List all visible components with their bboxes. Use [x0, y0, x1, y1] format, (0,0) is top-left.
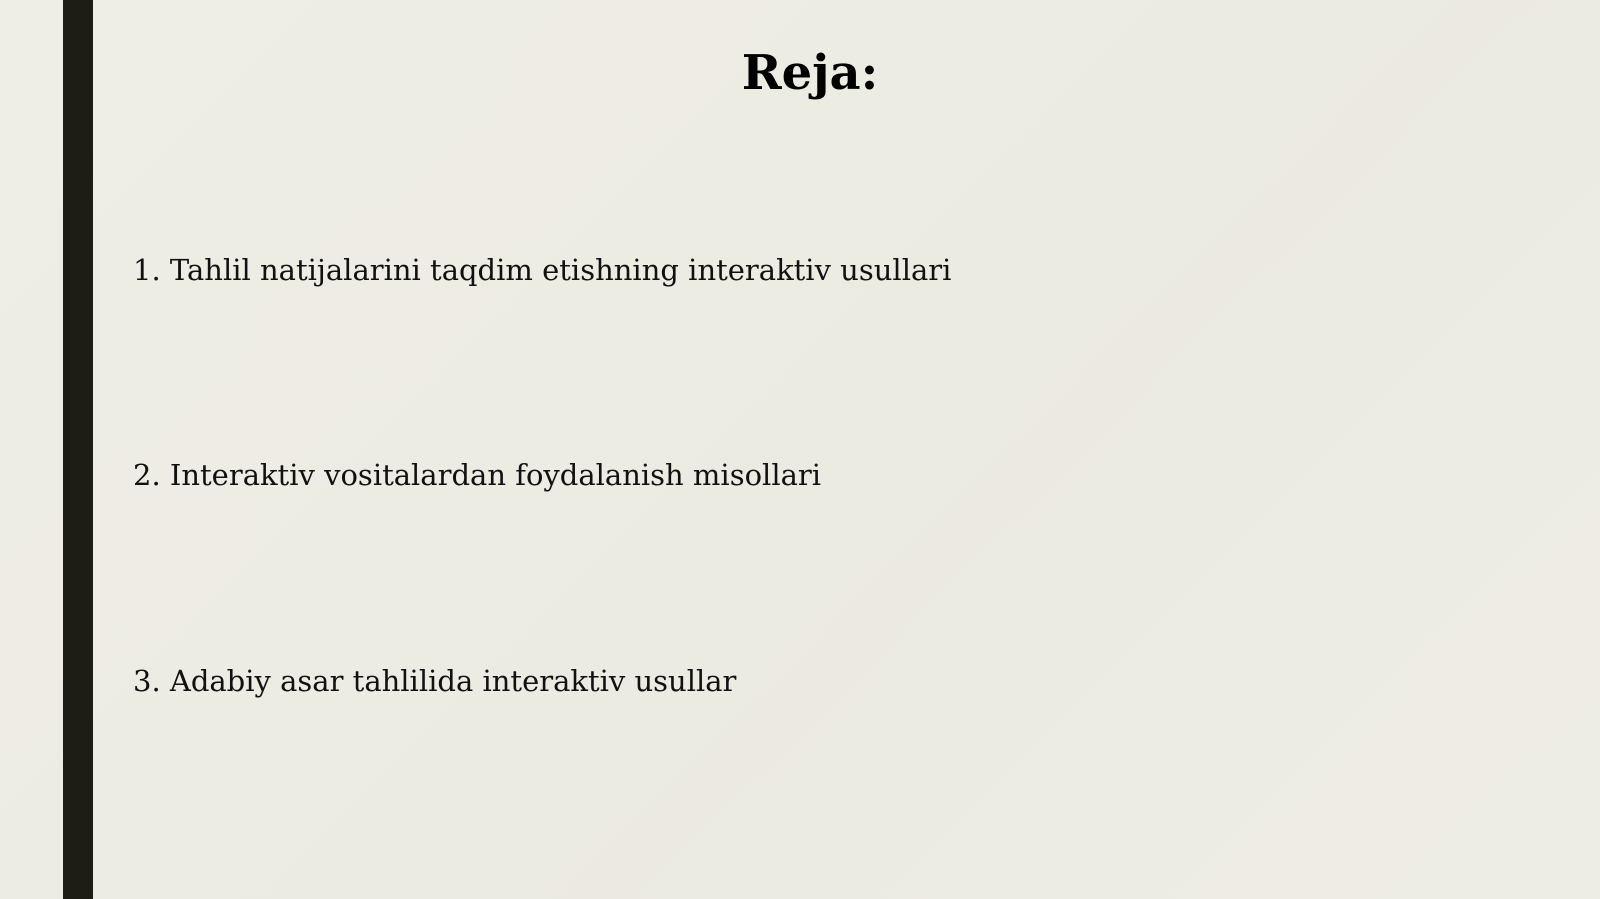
plan-item-2: 2. Interaktiv vositalardan foydalanish misollari	[133, 458, 822, 492]
plan-item-1: 1. Tahlil natijalarini taqdim etishning interaktiv usullari	[133, 253, 952, 287]
slide-title: Reja:	[741, 45, 879, 101]
plan-item-3: 3. Adabiy asar tahlilida interaktiv usullar	[133, 664, 737, 698]
left-accent-bar	[63, 0, 93, 899]
